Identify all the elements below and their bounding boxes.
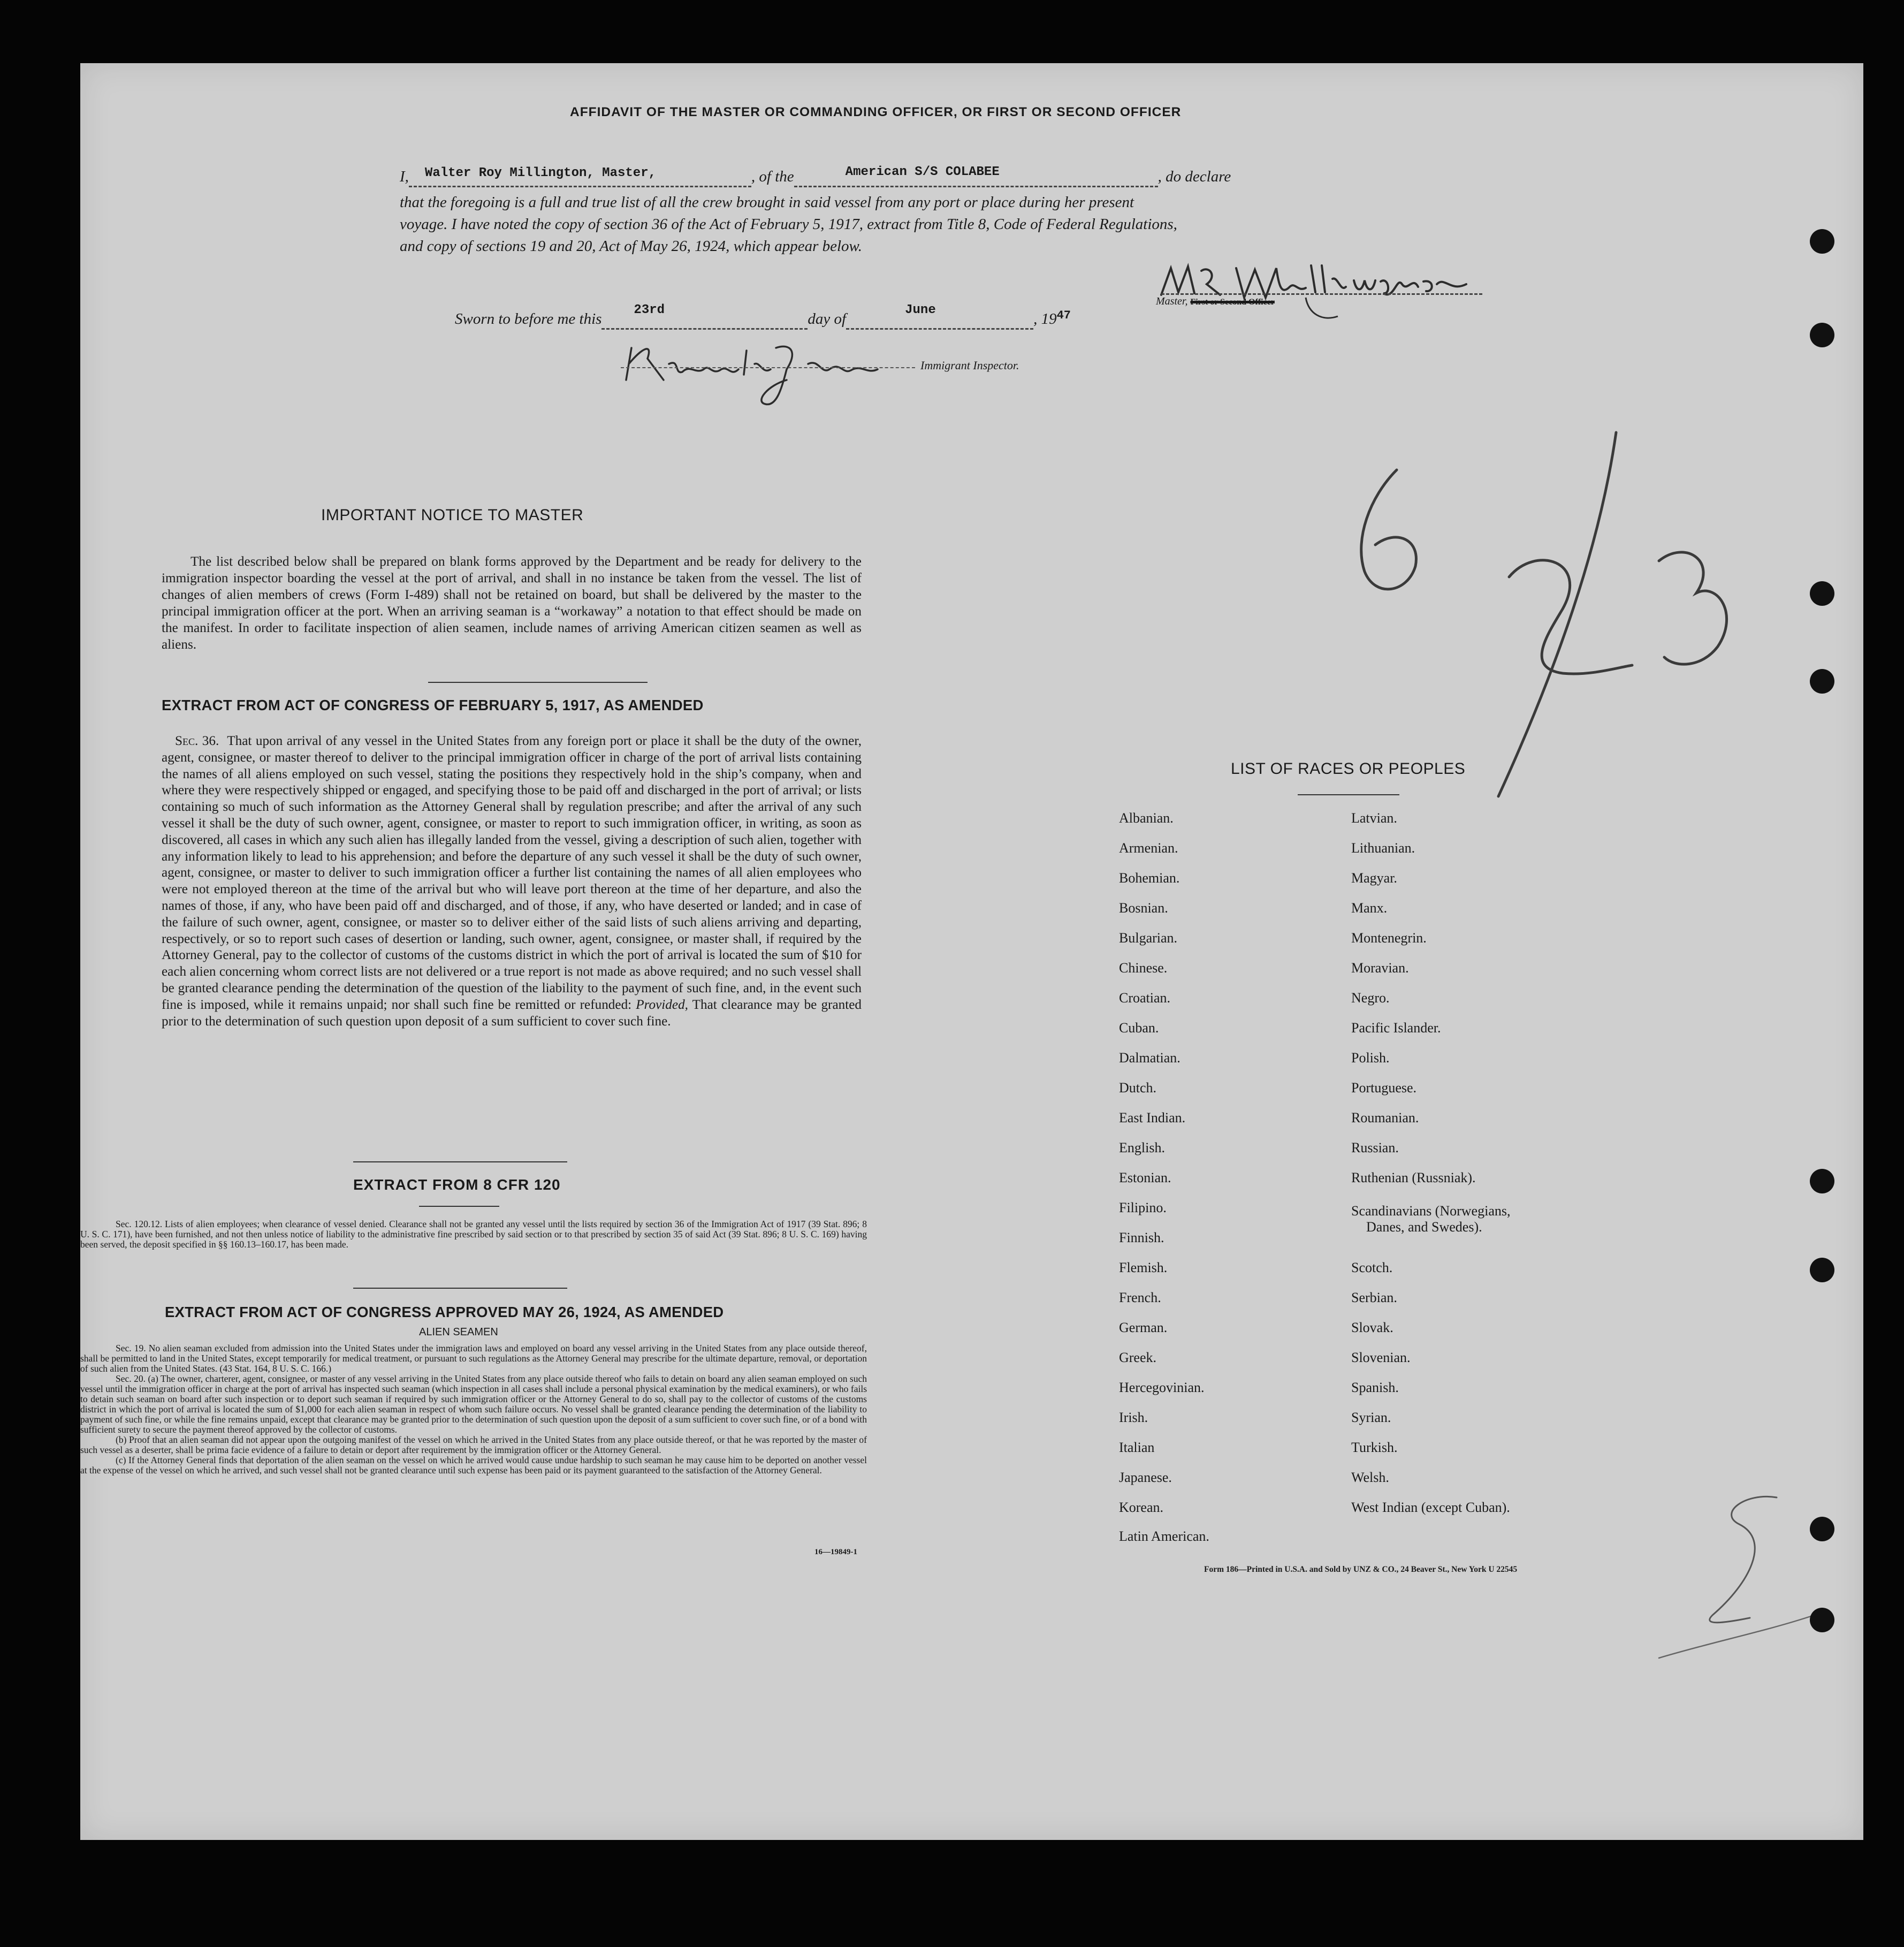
race-item: Lithuanian. bbox=[1351, 840, 1415, 856]
race-item: Slovenian. bbox=[1351, 1350, 1411, 1365]
race-item: Bosnian. bbox=[1119, 900, 1168, 916]
race-item-continuation: Danes, and Swedes). bbox=[1366, 1219, 1482, 1235]
binder-hole bbox=[1810, 323, 1834, 347]
race-item: Hercegovinian. bbox=[1119, 1380, 1205, 1395]
race-item: Negro. bbox=[1351, 990, 1390, 1006]
sec-20c-text: (c) If the Attorney General finds that deportation of the alien seaman on the vessel on which he arrived would cause undue hardship to such seaman he may cause him to be deported on another vessel at the expense of the vessel on which he arrived, and such vessel shall not be granted clearance until such expense has been paid or its payment guaranteed to the satisfaction of the Attorney General. bbox=[80, 1455, 867, 1476]
caption-struck-officer: First or Second Officer bbox=[1190, 298, 1275, 307]
race-item: Cuban. bbox=[1119, 1020, 1159, 1036]
extract-cfr-heading: EXTRACT FROM 8 CFR 120 bbox=[353, 1176, 561, 1193]
binder-hole bbox=[1810, 229, 1834, 254]
signature-caption bbox=[1156, 295, 1275, 308]
race-item: English. bbox=[1119, 1140, 1165, 1155]
race-item: Korean. bbox=[1119, 1500, 1164, 1515]
inspector-signature bbox=[615, 332, 915, 412]
extract-1924-subheading: ALIEN SEAMEN bbox=[419, 1326, 498, 1338]
date-note-text: 6/23 bbox=[1311, 368, 1312, 369]
race-item: Greek. bbox=[1119, 1350, 1157, 1365]
handwritten-date-note bbox=[1311, 368, 1819, 828]
affidavit-heading: AFFIDAVIT OF THE MASTER OR COMMANDING OFFICER, OR FIRST OR SECOND OFFICER bbox=[570, 105, 1182, 119]
race-item: French. bbox=[1119, 1290, 1161, 1305]
race-item: Albanian. bbox=[1119, 810, 1174, 826]
race-item: Irish. bbox=[1119, 1410, 1148, 1425]
notice-body: The list described below shall be prepared on blank forms approved by the Department and be ready for delivery to the immigration inspector boarding the vessel at the port of arrival, and shall in no instance be taken from the vessel. The list of changes of alien members of crews (Form I-489) shall not be retained on board, but shall be delivered by the master to the principal immigration officer at the port. When an arriving seaman is a “workaway” a notation to that effect should be made on the manifest. In order to facilitate inspection of alien seamen, include names of arriving American citizen seamen as well as aliens. bbox=[162, 554, 862, 652]
form-footer: Form 186—Printed in U.S.A. and Sold by UNZ & CO., 24 Beaver St., New York U 22545 bbox=[1204, 1565, 1518, 1574]
document-page bbox=[80, 63, 1863, 1840]
sworn-month: June bbox=[905, 303, 936, 317]
binder-hole bbox=[1810, 1169, 1834, 1193]
divider bbox=[1298, 794, 1399, 795]
declaration-body bbox=[400, 192, 1507, 257]
divider bbox=[353, 1288, 567, 1289]
extract-1917-body bbox=[162, 733, 862, 1030]
of-the-label: , of the bbox=[751, 168, 794, 185]
extract-1924-body bbox=[80, 1343, 867, 1476]
i-label: I, bbox=[400, 168, 409, 185]
year-prefix: , 19 bbox=[1033, 310, 1057, 328]
race-item: Latin American. bbox=[1119, 1528, 1209, 1544]
form-code: 16—19849-1 bbox=[814, 1548, 857, 1556]
vessel-name: American S/S COLABEE bbox=[845, 165, 1000, 179]
race-item: Finnish. bbox=[1119, 1230, 1164, 1245]
extract-1917-heading: EXTRACT FROM ACT OF CONGRESS OF FEBRUARY 5, 1917, AS AMENDED bbox=[162, 697, 704, 713]
race-item: Spanish. bbox=[1351, 1380, 1399, 1395]
declaration-body-line-2: voyage. I have noted the copy of section 36 of the Act of February 5, 1917, extract from Title 8, Code of Federal Regulations, bbox=[400, 216, 1177, 233]
race-item: Estonian. bbox=[1119, 1170, 1171, 1185]
divider bbox=[419, 1206, 499, 1207]
provided-text: That clearance may be granted prior to the determination of such question upon deposit of a sum sufficient to cover such fine. bbox=[162, 997, 862, 1029]
race-item: Bulgarian. bbox=[1119, 930, 1178, 946]
sworn-label: Sworn to before me this bbox=[455, 310, 602, 328]
race-item: Filipino. bbox=[1119, 1200, 1167, 1215]
race-item: Chinese. bbox=[1119, 960, 1168, 976]
caption-master: Master, bbox=[1156, 295, 1188, 307]
extract-cfr-body: Sec. 120.12. Lists of alien employees; when clearance of vessel denied. Clearance shall not be granted any vessel until the lists required by section 36 of the Immigration Act of 1917 (39 Stat. 896; 8 U. S. C. 171), have been furnished, and not then unless notice of liability to the administrative fine prescribed by said section or to that prescribed by section 35 of said Act (39 Stat. 896; 8 U. S. C. 169) having been served, the deposit specified in §§ 160.13–160.17, has been made. bbox=[80, 1219, 867, 1250]
day-of-label: day of bbox=[808, 310, 847, 328]
race-item: Bohemian. bbox=[1119, 870, 1180, 886]
master-signature bbox=[1145, 255, 1498, 324]
race-item: Roumanian. bbox=[1351, 1110, 1419, 1125]
race-item: Armenian. bbox=[1119, 840, 1178, 856]
races-heading: LIST OF RACES OR PEOPLES bbox=[1231, 760, 1466, 778]
race-item: West Indian (except Cuban). bbox=[1351, 1500, 1510, 1515]
binder-hole bbox=[1810, 1608, 1834, 1632]
notice-heading: IMPORTANT NOTICE TO MASTER bbox=[321, 506, 584, 524]
binder-hole bbox=[1810, 1258, 1834, 1282]
sworn-month-field bbox=[846, 303, 1033, 330]
sworn-year: 47 bbox=[1056, 309, 1071, 322]
race-item: Serbian. bbox=[1351, 1290, 1397, 1305]
race-item: Croatian. bbox=[1119, 990, 1171, 1006]
race-item: Turkish. bbox=[1351, 1440, 1398, 1455]
race-item: Magyar. bbox=[1351, 870, 1397, 886]
extract-1924-heading: EXTRACT FROM ACT OF CONGRESS APPROVED MAY 26, 1924, AS AMENDED bbox=[165, 1304, 724, 1320]
inspector-dotted-line bbox=[621, 367, 915, 368]
race-item: Flemish. bbox=[1119, 1260, 1168, 1275]
race-item: Scotch. bbox=[1351, 1260, 1393, 1275]
binder-hole bbox=[1810, 581, 1834, 606]
race-item: Welsh. bbox=[1351, 1470, 1389, 1485]
signature-dotted-line bbox=[1161, 293, 1482, 295]
sec-36-label: Sec. 36. bbox=[175, 734, 219, 748]
race-item: Slovak. bbox=[1351, 1320, 1393, 1335]
divider bbox=[353, 1161, 567, 1162]
race-item: Portuguese. bbox=[1351, 1080, 1417, 1096]
sworn-line bbox=[455, 303, 1071, 330]
declarant-name: Walter Roy Millington, Master, bbox=[424, 166, 656, 180]
sworn-day: 23rd bbox=[634, 303, 665, 317]
race-item: Ruthenian (Russniak). bbox=[1351, 1170, 1476, 1185]
divider bbox=[428, 682, 648, 683]
do-declare-label: , do declare bbox=[1157, 168, 1231, 185]
race-item: Polish. bbox=[1351, 1050, 1390, 1066]
race-item: Manx. bbox=[1351, 900, 1388, 916]
race-item: Syrian. bbox=[1351, 1410, 1391, 1425]
race-item: Scandinavians (Norwegians, bbox=[1351, 1203, 1511, 1219]
inspector-caption: Immigrant Inspector. bbox=[920, 359, 1019, 372]
declarant-field bbox=[409, 168, 751, 187]
race-item: Dalmatian. bbox=[1119, 1050, 1181, 1066]
sworn-day-field bbox=[601, 303, 808, 330]
race-item: Dutch. bbox=[1119, 1080, 1157, 1096]
race-item: Japanese. bbox=[1119, 1470, 1172, 1485]
page-mark-text: 2 bbox=[1648, 1481, 1649, 1482]
race-item: Russian. bbox=[1351, 1140, 1399, 1155]
declaration-body-line-3: and copy of sections 19 and 20, Act of May 26, 1924, which appear below. bbox=[400, 238, 862, 255]
handwritten-page-mark bbox=[1648, 1481, 1819, 1674]
race-item: East Indian. bbox=[1119, 1110, 1186, 1125]
race-item: Italian bbox=[1119, 1440, 1155, 1455]
declaration-line bbox=[400, 165, 1231, 187]
race-item: Latvian. bbox=[1351, 810, 1397, 826]
provided-label: Provided, bbox=[636, 997, 688, 1012]
binder-hole bbox=[1810, 1517, 1834, 1541]
sec-20a-text: Sec. 20. (a) The owner, charterer, agent, consignee, or master of any vessel arriving in the United States from any place outside thereof who fails to detain on board any alien seaman employed on such vessel until the immigration officer in charge at the port of arrival has inspected such seaman (which inspection in all cases shall include a personal physical examination by the medical examiners), or who fails to detain such seaman on board after such inspection or to deport such seaman if required by such immigration officer or the Attorney General to do so, shall pay to the collector of customs of the customs district in which the port of arrival is located the sum of $1,000 for each alien seaman in respect of whom such failure occurs. No vessel shall be granted clearance pending the determination of the liability to payment of such fine, or while the fine remains unpaid, except that clearance may be granted prior to the determination of such question upon the deposit of a sum sufficient to cover such fine, or of a bond with sufficient surety to secure the payment thereof approved by the collector of customs. bbox=[80, 1373, 867, 1435]
sec-20b-text: (b) Proof that an alien seaman did not appear upon the outgoing manifest of the vessel on which he arrived in the United States from any place outside thereof, or that he was reported by the master of such vessel as a deserter, shall be prima facie evidence of a failure to detain or deport after requirement by the immigration officer or the Attorney General. bbox=[80, 1434, 867, 1455]
sec-19-text: Sec. 19. No alien seaman excluded from admission into the United States under the immigration laws and employed on board any vessel arriving in the United States from any place outside thereof, shall be permitted to land in the United States, except temporarily for medical treatment, or pursuant to such regulations as the Attorney General may prescribe for the ultimate departure, removal, or deportation of such alien from the United States. (43 Stat. 164, 8 U. S. C. 166.) bbox=[80, 1343, 867, 1374]
race-item: German. bbox=[1119, 1320, 1168, 1335]
race-item: Moravian. bbox=[1351, 960, 1409, 976]
vessel-field bbox=[794, 165, 1158, 187]
race-item: Pacific Islander. bbox=[1351, 1020, 1441, 1036]
sec-36-text: That upon arrival of any vessel in the United States from any foreign port or place it shall be the duty of the owner, agent, consignee, or master thereof to deliver to the principal immigration officer in charge of the port of arrival lists containing the names of all aliens employed on such vessel, stating the positions they respectively hold in the ship’s company, when and where they were respectively shipped or engaged, and specifying those to be paid off and discharged in the port of arrival; or lists containing so much of such information as the Attorney General shall by regulation prescribe; and after the arrival of any such vessel it shall be the duty of such owner, agent, consignee, or master to report to such immigration officer, in writing, as soon as discovered, all cases in which any such alien has illegally landed from the vessel, giving a description of such alien, together with any information likely to lead to his apprehension; and before the departure of any such vessel it shall be the duty of such owner, agent, consignee, or master to deliver to such immigration officer a further list containing the names of all alien employees who were not employed thereon at the time of the arrival but who will leave port thereon at the time of her departure, and also the names of those, if any, who have been paid off and discharged, and of those, if any, who have deserted or landed; and in case of the failure of such owner, agent, consignee, or master so to deliver either of the said lists of such aliens arriving and departing, respectively, or so to report such cases of desertion or landing, such owner, agent, consignee, or master shall, if required by the Attorney General, pay to the collector of customs of the customs district in which the port of arrival is located the sum of $10 for each alien concerning whom correct lists are not delivered or a true report is not made as above required; and no such vessel shall be granted clearance pending the determination of the question of the liability to the payment of such fine, and, in the event such fine is imposed, while it remains unpaid; nor shall such fine be remitted or refunded: bbox=[162, 734, 862, 1012]
declaration-body-line-1: that the foregoing is a full and true list of all the crew brought in said vessel from any port or place during her present bbox=[400, 194, 1134, 211]
race-item: Montenegrin. bbox=[1351, 930, 1427, 946]
binder-hole bbox=[1810, 669, 1834, 694]
